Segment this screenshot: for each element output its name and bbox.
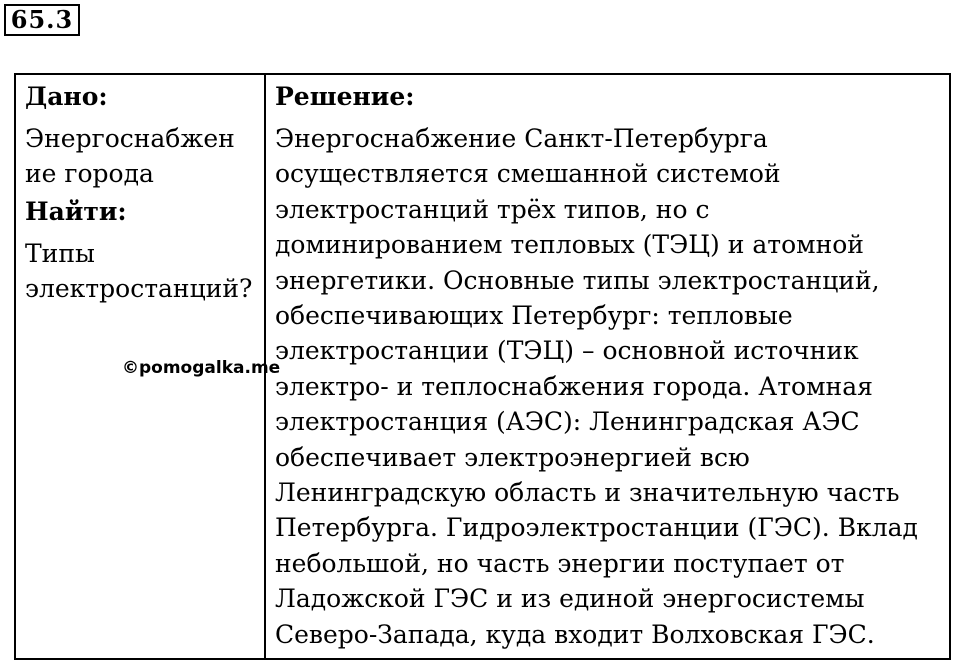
- find-heading: Найти:: [25, 196, 127, 226]
- find-text: Типы электростанций?: [25, 238, 253, 304]
- given-text: Энергоснабжение города: [25, 124, 235, 189]
- solution-heading: Решение:: [275, 82, 415, 111]
- watermark: ©pomogalka.me: [122, 358, 281, 378]
- given-heading: Дано:: [25, 82, 108, 111]
- task-number: 65.3: [4, 4, 80, 36]
- solution-column: [265, 74, 950, 659]
- solution-text: Энергоснабжение Санкт-Петербурга осуществляется смешанной системой электростанций трёх типов, но с доминированием тепловых (ТЭЦ) и атомной энергетики. Основные типы электростанций, обеспечивающих Петербург: тепловые электростанции (ТЭЦ) – основной источник электро- и теплоснабжения города. Атомная электростанция (АЭС): Ленинградская АЭС обеспечивает электроэнергией всю Ленинградскую область и значительную часть Петербурга. Гидроэлектростанции (ГЭС). Вклад небольшой, но часть энергии поступает от Ладожской ГЭС и из единой энергосистемы Северо-Запада, куда входит Волховская ГЭС.: [275, 124, 918, 649]
